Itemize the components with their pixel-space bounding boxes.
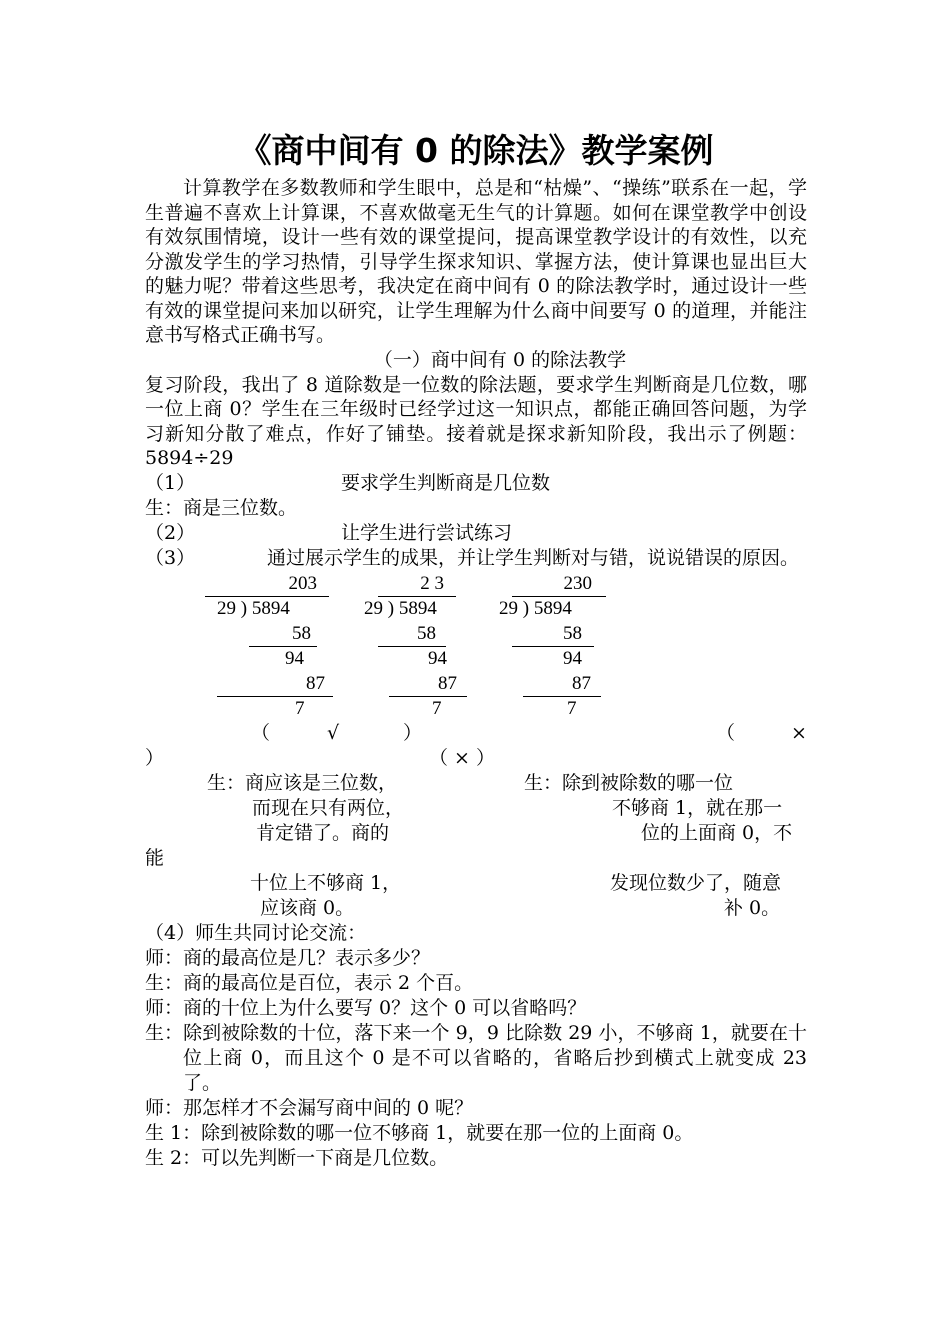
dialog-line: 师：商的最高位是几？表示多少？ xyxy=(145,946,431,969)
dialog-line: 师：那怎样才不会漏写商中间的 0 呢？ xyxy=(145,1096,474,1119)
subtract-2: 87 xyxy=(523,671,601,697)
dialog-line: 生 1：除到被除数的哪一位不够商 1，就要在那一位的上面商 0。 xyxy=(145,1121,694,1144)
explain-right-3: 位的上面商 0，不 xyxy=(641,821,793,844)
explain-left-3: 肯定错了。商的 xyxy=(256,821,390,844)
subtract-1: 58 xyxy=(378,621,446,647)
dialog-line: 师：商的十位上为什么要写 0？这个 0 可以省略吗？ xyxy=(145,996,587,1019)
mark-3-open: （ xyxy=(716,721,736,744)
mark-2: （ × ） xyxy=(429,746,495,769)
step-2 xyxy=(145,521,807,546)
explain-left-4: 十位上不够商 1， xyxy=(250,871,402,894)
explain-right-2: 不够商 1，就在那一 xyxy=(612,796,783,819)
subtract-2: 87 xyxy=(217,671,333,697)
divisor-dividend: 29 ) 5894 xyxy=(217,597,290,619)
step-1-text: 要求学生判断商是几位数 xyxy=(341,471,551,494)
explain-left-5: 应该商 0。 xyxy=(260,896,355,919)
section-heading: （一）商中间有 0 的除法教学 xyxy=(373,348,627,371)
judgement-marks xyxy=(145,721,807,771)
mark-1-close: ） xyxy=(403,721,423,744)
step-3-text: 通过展示学生的成果，并让学生判断对与错，说说错误的原因。 xyxy=(267,546,800,569)
subtract-2: 87 xyxy=(389,671,467,697)
step-1-number: （1） xyxy=(145,471,196,494)
step-4: （4）师生共同讨论交流： xyxy=(145,921,367,944)
subtract-1: 58 xyxy=(249,621,317,647)
intro-paragraph: 计算教学在多数教师和学生眼中，总是和“枯燥”、“操练”联系在一起，学生普遍不喜欢上计算课，不喜欢做毫无生气的计算题。如何在课堂教学中创设有效氛围情境，设计一些有效的课堂提问，提高课堂教学设计的有效性，以充分激发学生的学习热情，引导学生探求知识、掌握方法，使计算课也显出巨大的魅力呢？带着这些思考，我决定在商中间有 0 的除法教学时，通过设计一些有效的课堂提问来加以研究，让学生理解为什么商中间要写 0 的道理，并能注意书写格式正确书写。 xyxy=(145,177,807,346)
explain-right-5: 补 0。 xyxy=(724,896,781,919)
review-paragraph: 复习阶段，我出了 8 道除数是一位数的除法题，要求学生判断商是几位数，哪一位上商 0？学生在三年级时已经学过这一知识点，都能正确回答问题，为学习新知分散了难点，作好了铺垫。接着就是探求新知阶段，我出示了例题：5894÷29 xyxy=(145,373,807,469)
division-examples xyxy=(145,571,807,721)
check-mark-icon: √ xyxy=(327,721,340,744)
quotient: 203 xyxy=(205,571,329,597)
student-explanations xyxy=(145,771,807,921)
dialog-line: 生：除到被除数的十位，落下来一个 9，9 比除数 29 小，不够商 1，就要在十位上商 0，而且这个 0 是不可以省略的，省略后抄到横式上就变成 23 了。 xyxy=(145,1021,807,1094)
divisor-dividend: 29 ) 5894 xyxy=(364,597,437,619)
explain-right-1: 生：除到被除数的哪一位 xyxy=(524,771,734,794)
page-title: 《商中间有 0 的除法》教学案例 xyxy=(238,131,714,170)
remainder-1: 94 xyxy=(285,647,304,669)
step-1 xyxy=(145,471,807,496)
step-3-number: （3） xyxy=(145,546,196,569)
document-page xyxy=(145,128,807,1171)
remainder-2: 7 xyxy=(432,697,442,719)
remainder-1: 94 xyxy=(428,647,447,669)
quotient: 230 xyxy=(512,571,606,597)
dialog-line: 生：商的最高位是百位，表示 2 个百。 xyxy=(145,971,474,994)
step-2-text: 让学生进行尝试练习 xyxy=(341,521,513,544)
mark-3-close: ） xyxy=(145,746,165,769)
remainder-2: 7 xyxy=(567,697,577,719)
explain-left-2: 而现在只有两位， xyxy=(252,796,405,819)
mark-1-open: （ xyxy=(251,721,271,744)
remainder-1: 94 xyxy=(563,647,582,669)
explain-left-1: 生：商应该是三位数， xyxy=(207,771,398,794)
step-3 xyxy=(145,546,807,571)
divisor-dividend: 29 ) 5894 xyxy=(499,597,572,619)
explain-right-4: 发现位数少了，随意 xyxy=(610,871,782,894)
remainder-2: 7 xyxy=(295,697,305,719)
step-2-number: （2） xyxy=(145,521,196,544)
cross-mark-icon: × xyxy=(791,721,807,744)
subtract-1: 58 xyxy=(512,621,594,647)
dialog-line: 生 2：可以先判断一下商是几位数。 xyxy=(145,1146,449,1169)
quotient: 2 3 xyxy=(378,571,456,597)
step-1-answer: 生：商是三位数。 xyxy=(145,496,298,519)
explain-wrap: 能 xyxy=(145,846,165,869)
